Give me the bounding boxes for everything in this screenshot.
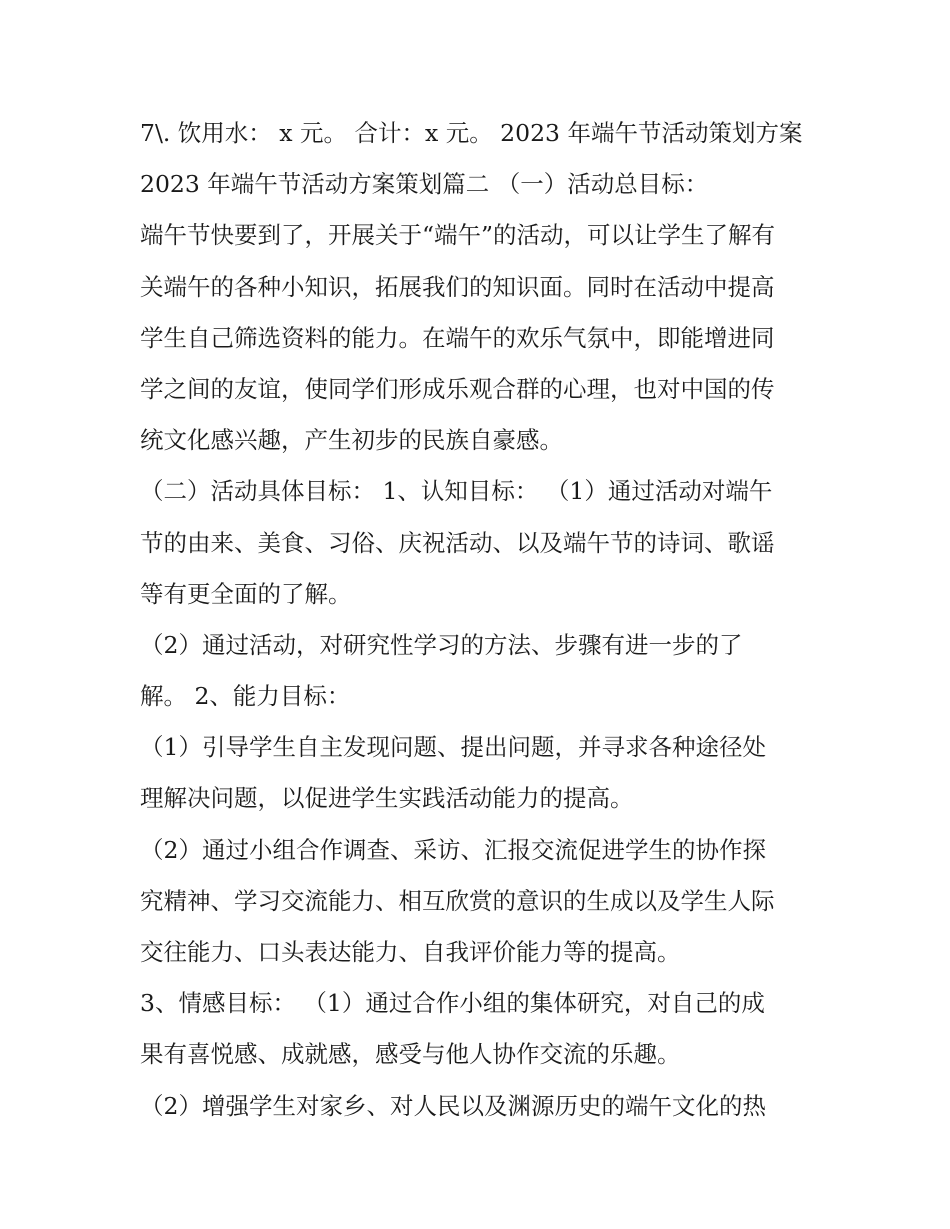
text-line: （2）通过活动，对研究性学习的方法、步骤有进一步的了 <box>140 630 743 659</box>
text-line: 解。 2、能力目标： <box>140 682 351 711</box>
text-line: 2023 年端午节活动方案策划篇二 （一）活动总目标： <box>140 170 709 199</box>
text-line: （2）通过小组合作调查、采访、汇报交流促进学生的协作探 <box>140 835 766 864</box>
text-line: 7\. 饮用水： x 元。 合计：x 元。 2023 年端午节活动策划方案 <box>140 119 803 147</box>
text-line: 理解决问题，以促进学生实践活动能力的提高。 <box>140 784 634 813</box>
text-line: 节的由来、美食、习俗、庆祝活动、以及端午节的诗词、歌谣 <box>140 528 775 557</box>
text-line: 关端午的各种小知识，拓展我们的知识面。同时在活动中提高 <box>140 272 775 301</box>
text-line: 统文化感兴趣，产生初步的民族自豪感。 <box>140 426 563 455</box>
text-line: （1）引导学生自主发现问题、提出问题，并寻求各种途径处 <box>140 733 766 762</box>
text-line: 学生自己筛选资料的能力。在端午的欢乐气氛中，即能增进同 <box>140 323 775 352</box>
text-line: 3、情感目标： （1）通过合作小组的集体研究，对自己的成 <box>140 989 765 1018</box>
text-line: （2）增强学生对家乡、对人民以及渊源历史的端午文化的热 <box>140 1091 766 1120</box>
text-line: 究精神、学习交流能力、相互欣赏的意识的生成以及学生人际 <box>140 886 775 915</box>
text-line: 交往能力、口头表达能力、自我评价能力等的提高。 <box>140 938 681 966</box>
text-line: （二）活动具体目标： 1、认知目标： （1）通过活动对端午 <box>140 477 773 506</box>
text-line: 端午节快要到了，开展关于“端午”的活动，可以让学生了解有 <box>140 221 776 250</box>
text-line: 学之间的友谊，使同学们形成乐观合群的心理，也对中国的传 <box>140 374 775 403</box>
text-line: 等有更全面的了解。 <box>140 579 352 608</box>
text-line: 果有喜悦感、成就感，感受与他人协作交流的乐趣。 <box>140 1040 681 1069</box>
document-body <box>140 108 820 1132</box>
